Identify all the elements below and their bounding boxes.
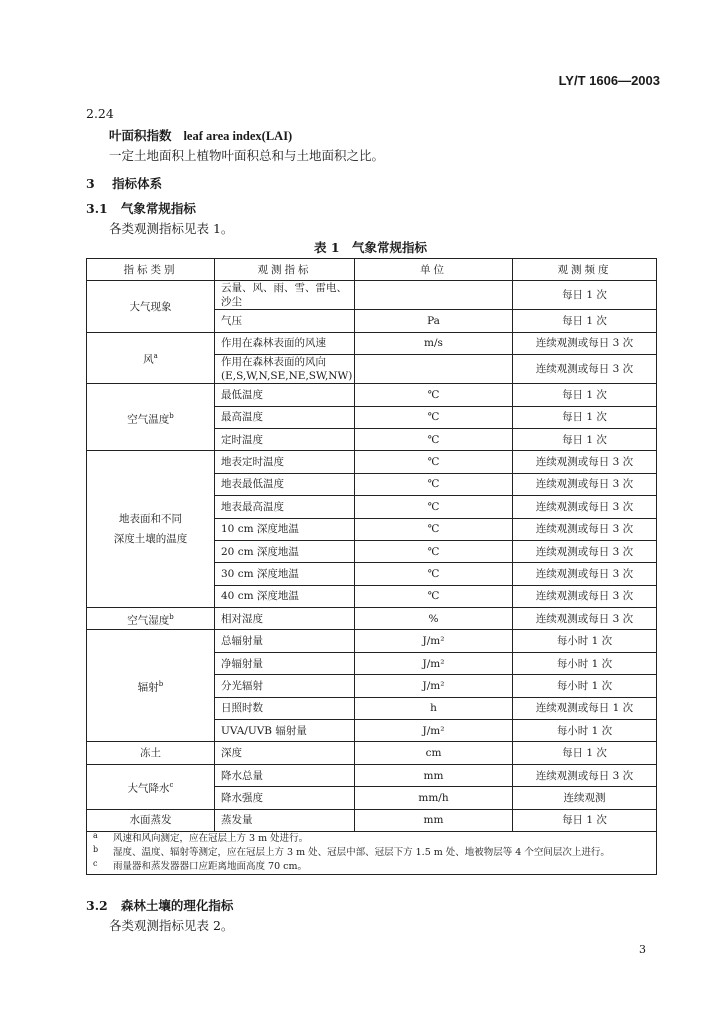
frequency-cell: 每日 1 次 [513, 310, 657, 332]
indicator-cell: 20 cm 深度地温 [215, 540, 355, 562]
frequency-cell: 每小时 1 次 [513, 720, 657, 742]
unit-cell: mm [355, 809, 513, 831]
indicator-cell: 地表定时温度 [215, 451, 355, 473]
category-frozen-soil: 冻土 [87, 742, 215, 764]
frequency-cell: 连续观测 [513, 787, 657, 809]
indicator-cell: 日照时数 [215, 697, 355, 719]
indicator-cell: 作用在森林表面的风速 [215, 332, 355, 354]
unit-cell: J/m² [355, 652, 513, 674]
unit-cell: J/m² [355, 630, 513, 652]
footnote-c: c 雨量器和蒸发器器口应距离地面高度 70 cm。 [93, 858, 307, 872]
category-evaporation: 水面蒸发 [87, 809, 215, 831]
unit-cell: % [355, 608, 513, 630]
frequency-cell: 每日 1 次 [513, 406, 657, 428]
indicator-cell: 最低温度 [215, 384, 355, 406]
frequency-cell: 连续观测或每日 3 次 [513, 518, 657, 540]
frequency-cell: 连续观测或每日 3 次 [513, 451, 657, 473]
table-row [87, 630, 657, 652]
unit-cell: ℃ [355, 473, 513, 495]
table-row [87, 281, 657, 310]
frequency-cell: 连续观测或每日 3 次 [513, 496, 657, 518]
section-3-title: 指标体系 [112, 176, 163, 191]
frequency-cell: 连续观测或每日 3 次 [513, 608, 657, 630]
section-3-heading [86, 174, 162, 192]
frequency-cell: 每小时 1 次 [513, 652, 657, 674]
indicator-cell: 降水强度 [215, 787, 355, 809]
footnote-ref: b [169, 411, 174, 420]
unit-cell: ℃ [355, 585, 513, 607]
indicator-cell: 30 cm 深度地温 [215, 563, 355, 585]
unit-cell: ℃ [355, 451, 513, 473]
table-row [87, 764, 657, 786]
indicator-cell: 蒸发量 [215, 809, 355, 831]
standard-code: LY/T 1606—2003 [558, 73, 660, 88]
table-footnotes-row [87, 831, 657, 874]
frequency-cell: 连续观测或每日 3 次 [513, 473, 657, 495]
unit-cell: mm/h [355, 787, 513, 809]
unit-cell: J/m² [355, 720, 513, 742]
category-humidity: 空气湿度$^b$ [87, 608, 215, 630]
frequency-cell: 连续观测或每日 3 次 [513, 540, 657, 562]
header-unit: 单位 [355, 259, 513, 281]
section-3-1-number: 3.1 [86, 201, 108, 216]
footnote-b: b 湿度、温度、辐射等测定，应在冠层上方 3 m 处、冠层中部、冠层下方 1.5 m 处、地被物层等 4 个空间层次上进行。 [93, 844, 610, 858]
clause-2-24-definition: 一定土地面积上植物叶面积总和与土地面积之比。 [109, 148, 385, 163]
indicator-cell: 总辐射量 [215, 630, 355, 652]
category-air-temp: 空气温度$^b$ [87, 384, 215, 451]
unit-cell [355, 281, 513, 310]
frequency-cell: 连续观测或每日 3 次 [513, 332, 657, 354]
indicator-cell: 分光辐射 [215, 675, 355, 697]
unit-cell: ℃ [355, 540, 513, 562]
unit-cell: ℃ [355, 428, 513, 450]
unit-cell: mm [355, 764, 513, 786]
category-precipitation: 大气降水$^c$ [87, 764, 215, 809]
table-1-caption: 表 1 气象常规指标 [314, 240, 428, 255]
frequency-cell: 连续观测或每日 3 次 [513, 563, 657, 585]
indicator-cell: 降水总量 [215, 764, 355, 786]
unit-cell: ℃ [355, 518, 513, 540]
section-3-2-body: 各类观测指标见表 2。 [109, 918, 234, 933]
table-row [87, 608, 657, 630]
frequency-cell: 每日 1 次 [513, 428, 657, 450]
frequency-cell: 连续观测或每日 3 次 [513, 764, 657, 786]
indicator-cell: 云量、风、雨、雪、雷电、沙尘 [215, 281, 355, 310]
frequency-cell: 每日 1 次 [513, 809, 657, 831]
frequency-cell: 每日 1 次 [513, 384, 657, 406]
category-wind: 风$^a$ [87, 332, 215, 383]
unit-cell: ℃ [355, 496, 513, 518]
clause-2-24-term [109, 126, 292, 144]
indicator-cell: 气压 [215, 310, 355, 332]
category-soil-temp: 地表面和不同 深度土壤的温度 [87, 451, 215, 608]
section-3-2-title: 森林土壤的理化指标 [120, 898, 234, 913]
footnote-ref: a [153, 352, 158, 361]
category-atmos: 大气现象 [87, 281, 215, 332]
indicator-cell: 40 cm 深度地温 [215, 585, 355, 607]
frequency-cell: 连续观测或每日 3 次 [513, 585, 657, 607]
footnote-a: a 风速和风向测定，应在冠层上方 3 m 处进行。 [93, 831, 309, 844]
frequency-cell: 每小时 1 次 [513, 675, 657, 697]
table-row [87, 742, 657, 764]
indicator-cell: UVA/UVB 辐射量 [215, 720, 355, 742]
section-3-1-body: 各类观测指标见表 1。 [109, 221, 234, 236]
frequency-cell: 每日 1 次 [513, 742, 657, 764]
frequency-cell: 连续观测或每日 3 次 [513, 355, 657, 384]
section-3-2-number: 3.2 [86, 898, 108, 913]
frequency-cell: 每小时 1 次 [513, 630, 657, 652]
indicator-cell: 地表最高温度 [215, 496, 355, 518]
unit-cell: J/m² [355, 675, 513, 697]
unit-cell: ℃ [355, 384, 513, 406]
header-category: 指标类别 [87, 259, 215, 281]
table-row [87, 809, 657, 831]
table-row [87, 332, 657, 354]
frequency-cell: 连续观测或每日 1 次 [513, 697, 657, 719]
footnote-ref: c [169, 780, 174, 789]
indicator-cell: 地表最低温度 [215, 473, 355, 495]
section-3-number: 3 [86, 176, 95, 191]
table-row [87, 384, 657, 406]
unit-cell [355, 355, 513, 384]
section-3-1-title: 气象常规指标 [120, 201, 196, 216]
indicator-cell: 相对湿度 [215, 608, 355, 630]
unit-cell: Pa [355, 310, 513, 332]
table-header-row [87, 259, 657, 281]
unit-cell: cm [355, 742, 513, 764]
table-row [87, 451, 657, 473]
indicator-cell: 作用在森林表面的风向(E,S,W,N,SE,NE,SW,NW) [215, 355, 355, 384]
indicator-cell: 净辐射量 [215, 652, 355, 674]
indicator-cell: 10 cm 深度地温 [215, 518, 355, 540]
table-1 [86, 258, 657, 875]
term-en: leaf area index(LAI) [183, 129, 293, 143]
term-zh: 叶面积指数 [109, 128, 172, 143]
unit-cell: h [355, 697, 513, 719]
indicator-cell: 定时温度 [215, 428, 355, 450]
table-footnotes [87, 831, 657, 874]
footnote-ref: b [158, 680, 164, 689]
clause-2-24-number: 2.24 [86, 106, 114, 121]
section-3-1-heading [86, 199, 196, 217]
unit-cell: ℃ [355, 563, 513, 585]
category-radiation: 辐射$^b$ [87, 630, 215, 742]
page-number: 3 [639, 943, 646, 956]
unit-cell: ℃ [355, 406, 513, 428]
header-frequency: 观测频度 [513, 259, 657, 281]
indicator-cell: 最高温度 [215, 406, 355, 428]
section-3-2-heading [86, 896, 233, 914]
frequency-cell: 每日 1 次 [513, 281, 657, 310]
footnote-ref: b [169, 613, 174, 622]
header-indicator: 观测指标 [215, 259, 355, 281]
indicator-cell: 深度 [215, 742, 355, 764]
unit-cell: m/s [355, 332, 513, 354]
